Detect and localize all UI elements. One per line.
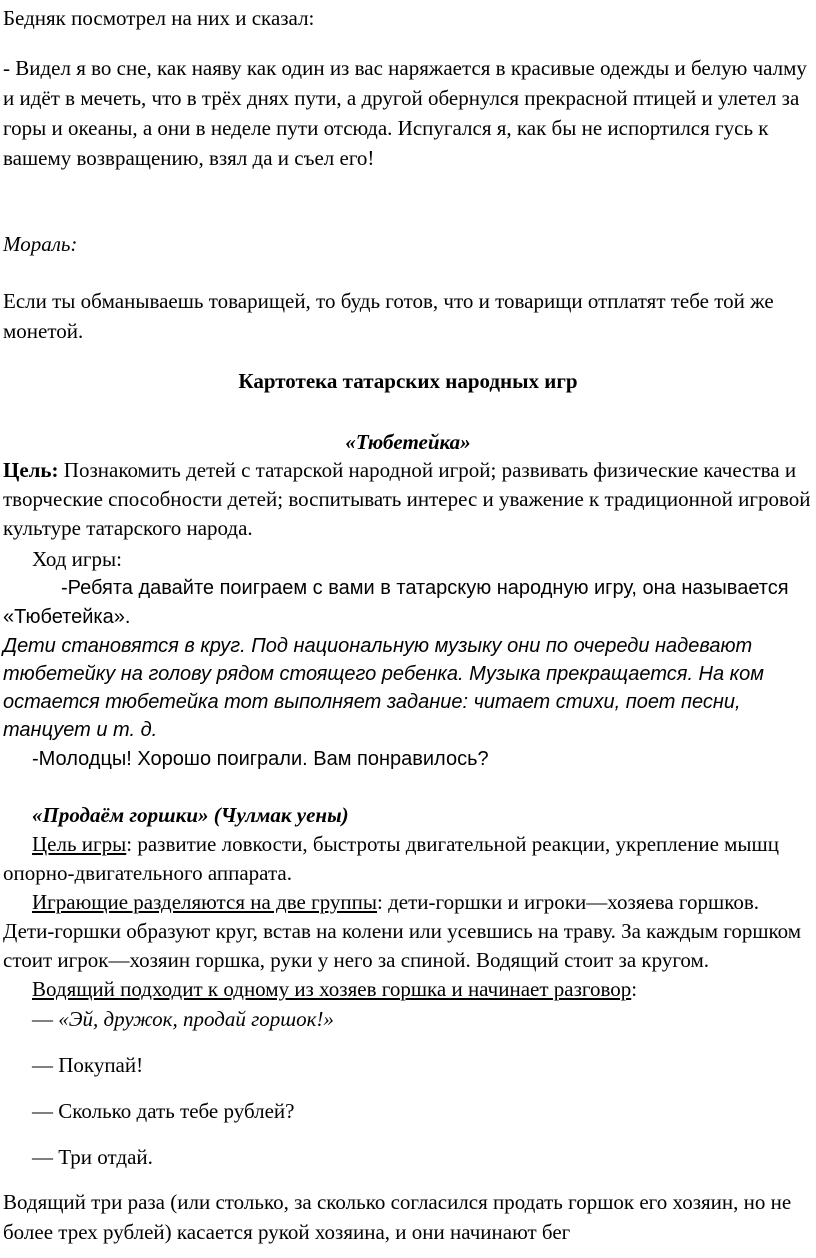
game2-leader-colon: : (631, 977, 638, 1001)
game1-goal-text: Познакомить детей с татарской народной игрой; развивать физические качества и творческие способности детей; воспитывать интерес и уважение к традиционной игровой культуре татарского народа. (3, 458, 811, 540)
moral-label (3, 229, 813, 259)
document-page (3, 3, 813, 1247)
dialog-line-1-text: «Эй, дружок, продай горшок!» (58, 1007, 334, 1031)
game1-invite (3, 574, 813, 632)
game1-goal (3, 456, 813, 543)
dialog-line-4: — Три отдай. (32, 1145, 153, 1169)
game1-ending: -Молодцы! Хорошо поиграли. Вам понравилось? (32, 748, 489, 770)
game1-title-text: «Тюбетейка» (345, 430, 471, 454)
game2-goal-text: : развитие ловкости, быстроты двигательной реакции, укрепление мышц опорно-двигательного аппарата. (3, 832, 779, 885)
game2-groups (3, 888, 813, 975)
dialog-line-3: — Сколько дать тебе рублей? (32, 1099, 295, 1123)
game1-invite-text: -Ребята давайте поиграем с вами в татарскую народную игру, она называется «Тюбетейка». (3, 577, 789, 628)
catalog-title-text: Картотека татарских народных игр (238, 369, 578, 393)
game2-leader-label: Водящий подходит к одному из хозяев горшка и начинает разговор (32, 977, 632, 1001)
dialog-dash: — (32, 1007, 59, 1031)
game2-groups-text: : дети-горшки и игроки—хозяева горшков. Дети-горшки образуют круг, встав на колени или усевшись на траву. За каждым горшком стоит игрок—хозяин горшка, руки у него за спиной. Водящий стоит за кругом. (3, 890, 802, 972)
game2-goal (3, 830, 813, 888)
game1-title (3, 428, 813, 456)
game2-final: Водящий три раза (или столько, за сколько согласился продать горшок его хозяин, но не более трех рублей) касается рукой хозяина, и они начинают бег (3, 1190, 792, 1244)
dialog-line-1 (3, 1004, 813, 1034)
story-intro: Бедняк посмотрел на них и сказал: (3, 6, 315, 30)
game2-leader (3, 975, 813, 1004)
game2-title (3, 800, 813, 830)
game1-instructions-text: Дети становятся в круг. Под национальную музыку они по очереди надевают тюбетейку на голову рядом стоящего ребенка. Музыка прекращается. На ком остается тюбетейка тот выполняет задание: читает стихи, поет песни, танцует и т. д. (3, 635, 764, 741)
catalog-title (3, 366, 813, 396)
game2-groups-label: Играющие разделяются на две группы (32, 890, 378, 914)
story-speech: - Видел я во сне, как наяву как один из вас наряжается в красивые одежды и белую чалму и идёт в мечеть, что в трёх днях пути, а другой обернулся прекрасной птицей и улетел за горы и океаны, а они в неделе пути отсюда. Испугался я, как бы не испортился гусь к вашему возвращению, взял да и съел его! (3, 56, 807, 170)
game1-goal-label: Цель: (3, 458, 59, 482)
dialog-line-2: — Покупай! (32, 1053, 144, 1077)
game1-course: Ход игры: (32, 547, 122, 571)
game2-goal-label: Цель игры (32, 832, 127, 856)
game2-title-text: «Продаём горшки» (Чулмак уены) (32, 803, 349, 827)
moral-text: Если ты обманываешь товарищей, то будь готов, что и товарищи отплатят тебе той же монетой. (3, 289, 774, 343)
game1-instructions (3, 632, 813, 744)
moral-label-text: Мораль: (3, 232, 78, 256)
